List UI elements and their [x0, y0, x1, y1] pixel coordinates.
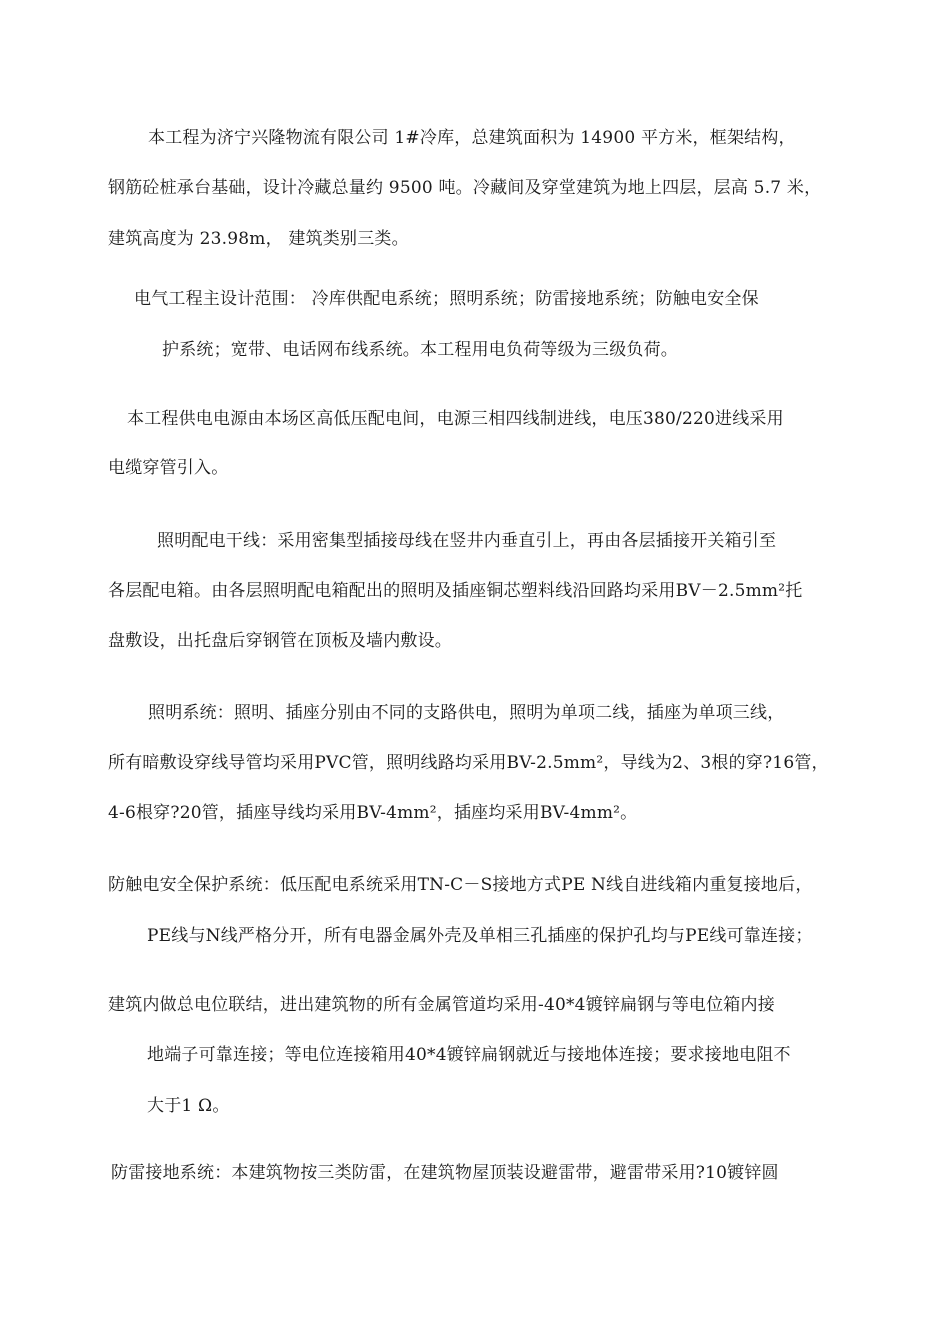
shock-protection-line-2: PE线与N线严格分开，所有电器金属外壳及单相三孔插座的保护孔均与PE线可靠连接； — [147, 926, 813, 946]
lighting-trunk-line-2: 各层配电箱。由各层照明配电箱配出的照明及插座铜芯塑料线沿回路均采用BV－2.5mm²托 — [108, 581, 803, 601]
design-scope-line-1: 电气工程主设计范围： 冷库供配电系统；照明系统；防雷接地系统；防触电安全保 — [134, 289, 759, 309]
equipotential-line-1: 建筑内做总电位联结，进出建筑物的所有金属管道均采用-40*4镀锌扁钢与等电位箱内接 — [108, 995, 775, 1015]
lighting-trunk-line-3: 盘敷设，出托盘后穿钢管在顶板及墙内敷设。 — [108, 631, 452, 651]
project-overview-line-1: 本工程为济宁兴隆物流有限公司 1#冷库，总建筑面积为 14900 平方米，框架结构， — [148, 128, 796, 148]
project-overview-line-2: 钢筋砼桩承台基础，设计冷藏总量约 9500 吨。冷藏间及穿堂建筑为地上四层，层高 5.7 米， — [108, 178, 822, 198]
lightning-protection-line-1: 防雷接地系统：本建筑物按三类防雷，在建筑物屋顶装设避雷带，避雷带采用?10镀锌圆 — [111, 1163, 779, 1183]
lighting-system-line-2: 所有暗敷设穿线导管均采用PVC管，照明线路均采用BV-2.5mm²，导线为2、3根的穿?16管， — [108, 753, 829, 773]
power-supply-line-1: 本工程供电电源由本场区高低压配电间，电源三相四线制进线，电压380/220进线采用 — [127, 409, 784, 429]
lighting-trunk-line-1: 照明配电干线：采用密集型插接母线在竖井内垂直引上，再由各层插接开关箱引至 — [157, 531, 777, 551]
equipotential-line-3: 大于1 Ω。 — [147, 1096, 230, 1116]
equipotential-line-2: 地端子可靠连接；等电位连接箱用40*4镀锌扁钢就近与接地体连接；要求接地电阻不 — [147, 1045, 791, 1065]
lighting-system-line-1: 照明系统：照明、插座分别由不同的支路供电，照明为单项二线，插座为单项三线， — [148, 703, 785, 723]
lighting-system-line-3: 4-6根穿?20管，插座导线均采用BV-4mm²，插座均采用BV-4mm²。 — [108, 803, 638, 823]
design-scope-line-2: 护系统；宽带、电话网布线系统。本工程用电负荷等级为三级负荷。 — [162, 340, 678, 360]
power-supply-line-2: 电缆穿管引入。 — [108, 458, 229, 478]
shock-protection-line-1: 防触电安全保护系统：低压配电系统采用TN-C－S接地方式PE N线自进线箱内重复接地后， — [108, 875, 813, 895]
project-overview-line-3: 建筑高度为 23.98m， 建筑类别三类。 — [108, 229, 409, 249]
